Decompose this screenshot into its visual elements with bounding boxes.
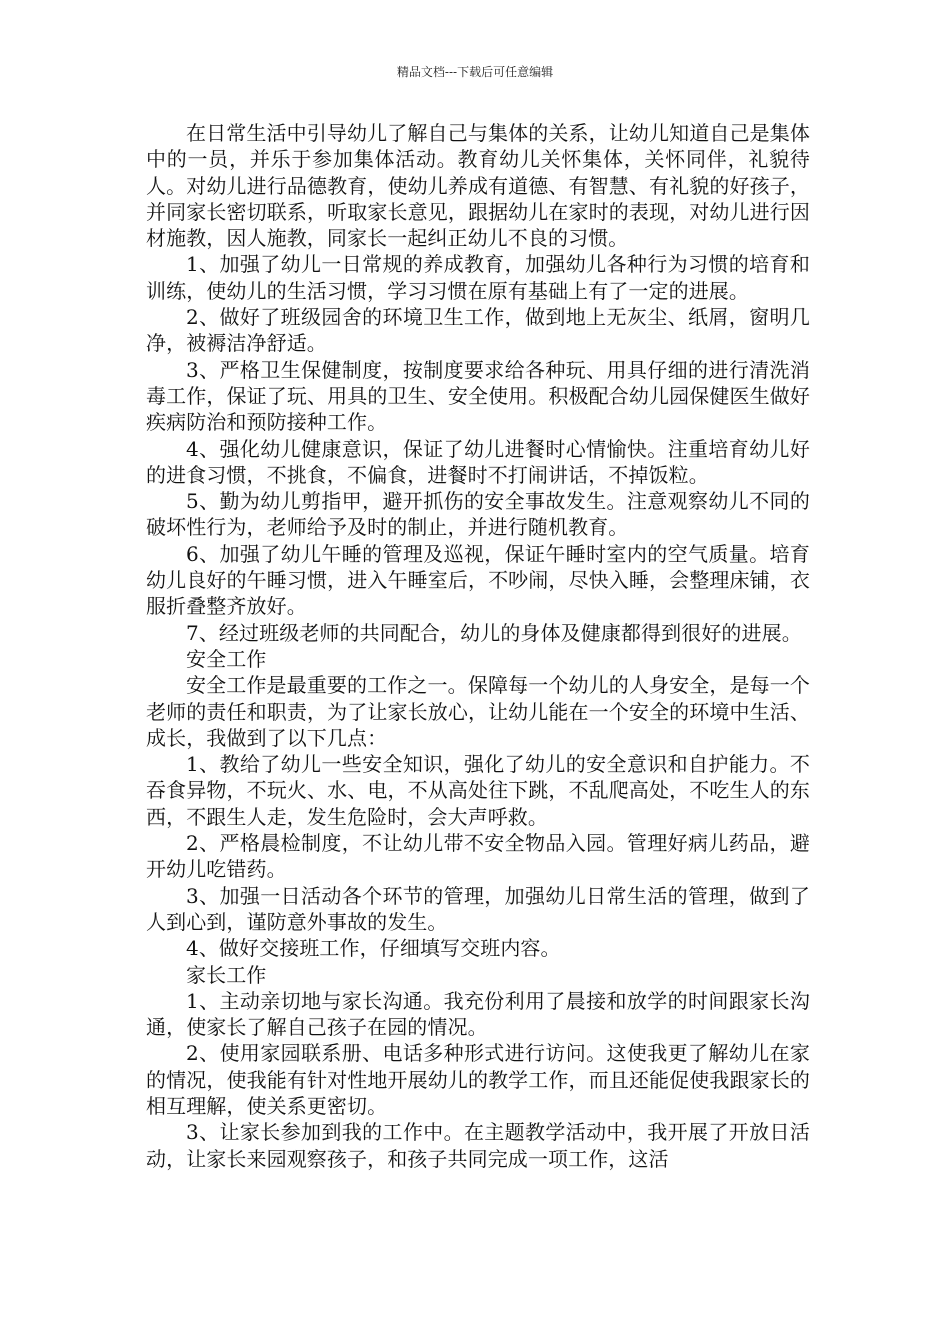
paragraph-safety-intro: 安全工作是最重要的工作之一。保障每一个幼儿的人身安全，是每一个老师的责任和职责，为了让家长放心，让幼儿能在一个安全的环境中生活、成长，我做到了以下几点：	[146, 673, 810, 750]
paragraph-item-5: 5、勤为幼儿剪指甲，避开抓伤的安全事故发生。注意观察幼儿不同的破坏性行为，老师给予及时的制止，并进行随机教育。	[146, 489, 810, 540]
paragraph-item-1: 1、加强了幼儿一日常规的养成教育，加强幼儿各种行为习惯的培育和训练，使幼儿的生活习惯，学习习惯在原有基础上有了一定的进展。	[146, 252, 810, 303]
paragraph-item-6: 6、加强了幼儿午睡的管理及巡视，保证午睡时室内的空气质量。培育幼儿良好的午睡习惯，进入午睡室后，不吵闹，尽快入睡，会整理床铺，衣服折叠整齐放好。	[146, 541, 810, 619]
paragraph-item-3: 3、严格卫生保健制度，按制度要求给各种玩、用具仔细的进行清洗消毒工作，保证了玩、用具的卫生、安全使用。积极配合幼儿园保健医生做好疾病防治和预防接种工作。	[146, 357, 810, 435]
paragraph-safety-item-3: 3、加强一日活动各个环节的管理，加强幼儿日常生活的管理，做到了人到心到，谨防意外事故的发生。	[146, 883, 810, 934]
section-heading-safety: 安全工作	[186, 646, 267, 671]
section-heading-parents: 家长工作	[186, 962, 267, 987]
paragraph-safety-item-2: 2、严格晨检制度，不让幼儿带不安全物品入园。管理好病儿药品，避开幼儿吃错药。	[146, 831, 810, 882]
paragraph-safety-item-4: 4、做好交接班工作，仔细填写交班内容。	[186, 936, 561, 961]
paragraph-parents-item-2: 2、使用家园联系册、电话多种形式进行访问。这使我更了解幼儿在家的情况，使我能有针对性地开展幼儿的教学工作，而且还能促使我跟家长的相互理解，使关系更密切。	[146, 1041, 810, 1118]
paragraph-item-7: 7、经过班级老师的共同配合，幼儿的身体及健康都得到很好的进展。	[186, 620, 802, 645]
paragraph-item-4: 4、强化幼儿健康意识，保证了幼儿进餐时心情愉快。注重培育幼儿好的进食习惯，不挑食，不偏食，进餐时不打闹讲话，不掉饭粒。	[146, 436, 810, 487]
paragraph-item-2: 2、做好了班级园舍的环境卫生工作，做到地上无灰尘、纸屑，窗明几净，被褥洁净舒适。	[146, 305, 810, 356]
document-body	[146, 120, 810, 1172]
paragraph-intro: 在日常生活中引导幼儿了解自己与集体的关系，让幼儿知道自己是集体中的一员，并乐于参加集体活动。教育幼儿关怀集体，关怀同伴，礼貌待人。对幼儿进行品德教育，使幼儿养成有道德、有智慧、有礼貌的好孩子，并同家长密切联系，听取家长意见，跟据幼儿在家时的表现，对幼儿进行因材施教，因人施教，同家长一起纠正幼儿不良的习惯。	[146, 121, 810, 251]
paragraph-parents-item-3: 3、让家长参加到我的工作中。在主题教学活动中，我开展了开放日活动，让家长来园观察孩子，和孩子共同完成一项工作，这活	[146, 1120, 810, 1171]
page-header: 精品文档---下载后可任意编辑	[396, 65, 554, 79]
paragraph-parents-item-1: 1、主动亲切地与家长沟通。我充份利用了晨接和放学的时间跟家长沟通，使家长了解自己孩子在园的情况。	[146, 988, 810, 1040]
paragraph-safety-item-1: 1、教给了幼儿一些安全知识，强化了幼儿的安全意识和自护能力。不吞食异物，不玩火、水、电，不从高处往下跳，不乱爬高处，不吃生人的东西，不跟生人走，发生危险时，会大声呼救。	[146, 752, 810, 829]
